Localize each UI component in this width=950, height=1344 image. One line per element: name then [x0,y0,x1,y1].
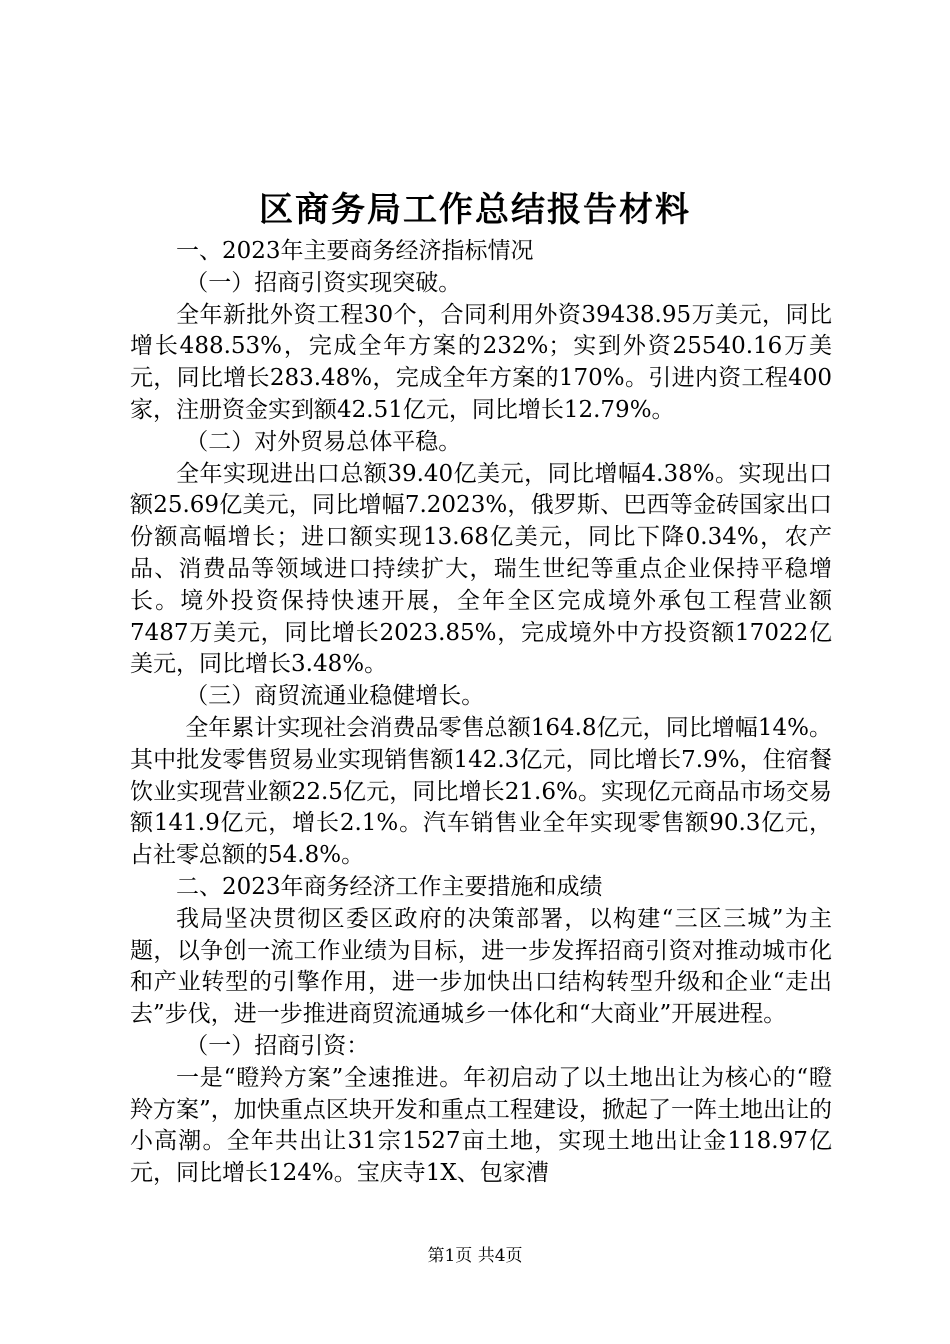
subsection-heading-investment: （一）招商引资实现突破。 [185,269,462,296]
section-heading-1: 一、2023年主要商务经济指标情况 [176,238,534,264]
page-footer: 第1页 共4页 [427,1246,523,1266]
paragraph-investment: 全年新批外资工程30个，合同利用外资39438.95万美元，同比增长488.53%，完成全年方案的232%；实到外资25540.16万美元，同比增长283.48%，完成全年方案的170%。引进内资工程400家，注册资金实到额42.51亿元，同比增长12.79%。 [130,301,832,423]
document-body [130,236,832,1190]
paragraph-gazelle-plan: 一是“瞪羚方案”全速推进。年初启动了以土地出让为核心的“瞪羚方案”，加快重点区块开发和重点工程建设，掀起了一阵土地出让的小高潮。全年共出让31宗1527亩土地，实现土地出让金118.97亿元，同比增长124%。宝庆寺1X、包家漕 [130,1064,832,1187]
section-heading-2: 二、2023年商务经济工作主要措施和成绩 [176,873,603,900]
paragraph-trade: 全年实现进出口总额39.40亿美元，同比增幅4.38%。实现出口额25.69亿美元，同比增幅7.2023%，俄罗斯、巴西等金砖国家出口份额高幅增长；进口额实现13.68亿美元，同比下降0.34%，农产品、消费品等领域进口持续扩大，瑞生世纪等重点企业保持平稳增长。境外投资保持快速开展，全年全区完成境外承包工程营业额7487万美元，同比增长2023.85%，完成境外中方投资额17022亿美元，同比增长3.48%。 [130,460,832,678]
subsection-heading-trade: （二）对外贸易总体平稳。 [185,428,462,455]
subsection-heading-investment-measures: （一）招商引资： [185,1032,370,1059]
paragraph-commerce: 全年累计实现社会消费品零售总额164.8亿元，同比增幅14%。其中批发零售贸易业实现销售额142.3亿元，同比增长7.9%，住宿餐饮业实现营业额22.5亿元，同比增长21.6%。实现亿元商品市场交易额141.9亿元，增长2.1%。汽车销售业全年实现零售额90.3亿元，占社零总额的54.8%。 [130,714,832,869]
paragraph-measures: 我局坚决贯彻区委区政府的决策部署，以构建“三区三城”为主题，以争创一流工作业绩为目标，进一步发挥招商引资对推动城市化和产业转型的引擎作用，进一步加快出口结构转型升级和企业“走出去”步伐，进一步推进商贸流通城乡一体化和“大商业”开展进程。 [130,905,832,1028]
subsection-heading-commerce: （三）商贸流通业稳健增长。 [185,683,485,710]
document-title: 区商务局工作总结报告材料 [259,190,691,230]
